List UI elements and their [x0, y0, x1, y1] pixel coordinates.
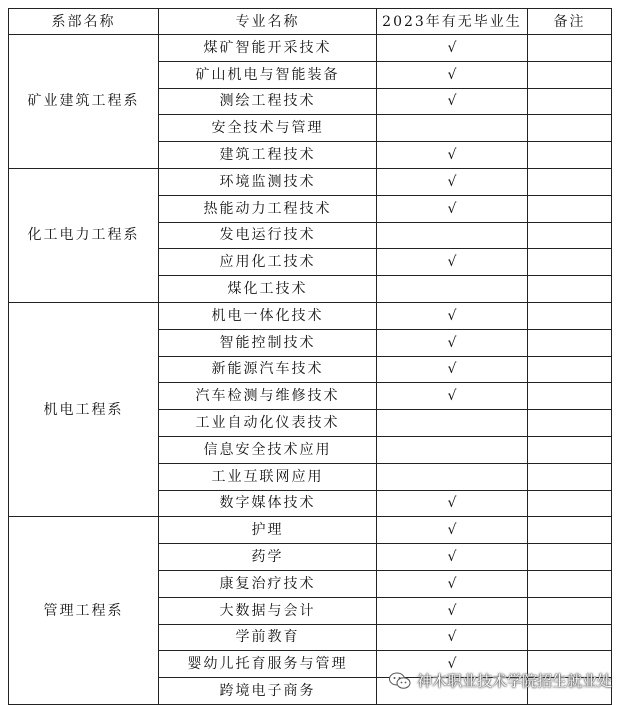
major-name: 环境监测技术 — [159, 168, 377, 195]
major-name: 信息安全技术应用 — [159, 436, 377, 463]
major-name: 热能动力工程技术 — [159, 195, 377, 222]
header-graduates: 2023年有无毕业生 — [377, 9, 528, 35]
major-name: 发电运行技术 — [159, 222, 377, 249]
note-cell — [528, 195, 612, 222]
graduates-check: √ — [377, 517, 528, 544]
note-cell — [528, 142, 612, 169]
note-cell — [528, 88, 612, 115]
note-cell — [528, 249, 612, 276]
note-cell — [528, 463, 612, 490]
table-row — [9, 517, 612, 544]
department-name: 矿业建筑工程系 — [9, 35, 159, 169]
major-name: 安全技术与管理 — [159, 115, 377, 142]
major-name: 药学 — [159, 544, 377, 571]
major-name: 煤矿智能开采技术 — [159, 35, 377, 62]
major-name: 矿山机电与智能装备 — [159, 61, 377, 88]
note-cell — [528, 302, 612, 329]
major-name: 机电一体化技术 — [159, 302, 377, 329]
graduates-check — [377, 410, 528, 437]
department-name: 管理工程系 — [9, 517, 159, 705]
graduates-check — [377, 115, 528, 142]
major-name: 跨境电子商务 — [159, 678, 377, 705]
major-name: 数字媒体技术 — [159, 490, 377, 517]
header-note: 备注 — [528, 9, 612, 35]
note-cell — [528, 597, 612, 624]
note-cell — [528, 383, 612, 410]
major-name: 护理 — [159, 517, 377, 544]
note-cell — [528, 356, 612, 383]
major-name: 婴幼儿托育服务与管理 — [159, 651, 377, 678]
table-row — [9, 168, 612, 195]
department-name: 机电工程系 — [9, 302, 159, 516]
note-cell — [528, 61, 612, 88]
majors-table — [8, 8, 612, 705]
header-department: 系部名称 — [9, 9, 159, 35]
graduates-check — [377, 463, 528, 490]
note-cell — [528, 222, 612, 249]
graduates-check: √ — [377, 651, 528, 678]
note-cell — [528, 490, 612, 517]
graduates-check — [377, 222, 528, 249]
major-name: 工业自动化仪表技术 — [159, 410, 377, 437]
graduates-check: √ — [377, 383, 528, 410]
major-name: 汽车检测与维修技术 — [159, 383, 377, 410]
note-cell — [528, 624, 612, 651]
graduates-check: √ — [377, 597, 528, 624]
table-body — [9, 35, 612, 705]
watermark-text: 神木职业技术学院招生就业处 — [416, 672, 612, 690]
graduates-check: √ — [377, 195, 528, 222]
department-name: 化工电力工程系 — [9, 168, 159, 302]
header-row — [9, 9, 612, 35]
header-major: 专业名称 — [159, 9, 377, 35]
note-cell — [528, 570, 612, 597]
graduates-check: √ — [377, 61, 528, 88]
major-name: 工业互联网应用 — [159, 463, 377, 490]
major-name: 大数据与会计 — [159, 597, 377, 624]
major-name: 煤化工技术 — [159, 276, 377, 303]
graduates-check: √ — [377, 249, 528, 276]
graduates-check: √ — [377, 544, 528, 571]
note-cell — [528, 544, 612, 571]
note-cell — [528, 168, 612, 195]
graduates-check: √ — [377, 168, 528, 195]
major-name: 康复治疗技术 — [159, 570, 377, 597]
major-name: 新能源汽车技术 — [159, 356, 377, 383]
graduates-check: √ — [377, 356, 528, 383]
graduates-check: √ — [377, 490, 528, 517]
watermark — [389, 670, 612, 691]
graduates-check: √ — [377, 142, 528, 169]
graduates-check: √ — [377, 88, 528, 115]
graduates-check: √ — [377, 624, 528, 651]
major-name: 学前教育 — [159, 624, 377, 651]
graduates-check: √ — [377, 35, 528, 62]
note-cell — [528, 35, 612, 62]
note-cell — [528, 115, 612, 142]
wechat-icon — [389, 672, 411, 690]
graduates-check: √ — [377, 302, 528, 329]
note-cell — [528, 517, 612, 544]
graduates-check: √ — [377, 570, 528, 597]
major-name: 建筑工程技术 — [159, 142, 377, 169]
graduates-check: √ — [377, 329, 528, 356]
table-row — [9, 302, 612, 329]
note-cell — [528, 410, 612, 437]
note-cell — [528, 276, 612, 303]
note-cell — [528, 436, 612, 463]
major-name: 测绘工程技术 — [159, 88, 377, 115]
graduates-check — [377, 276, 528, 303]
note-cell — [528, 329, 612, 356]
major-name: 智能控制技术 — [159, 329, 377, 356]
major-name: 应用化工技术 — [159, 249, 377, 276]
table-row — [9, 35, 612, 62]
graduates-check — [377, 436, 528, 463]
